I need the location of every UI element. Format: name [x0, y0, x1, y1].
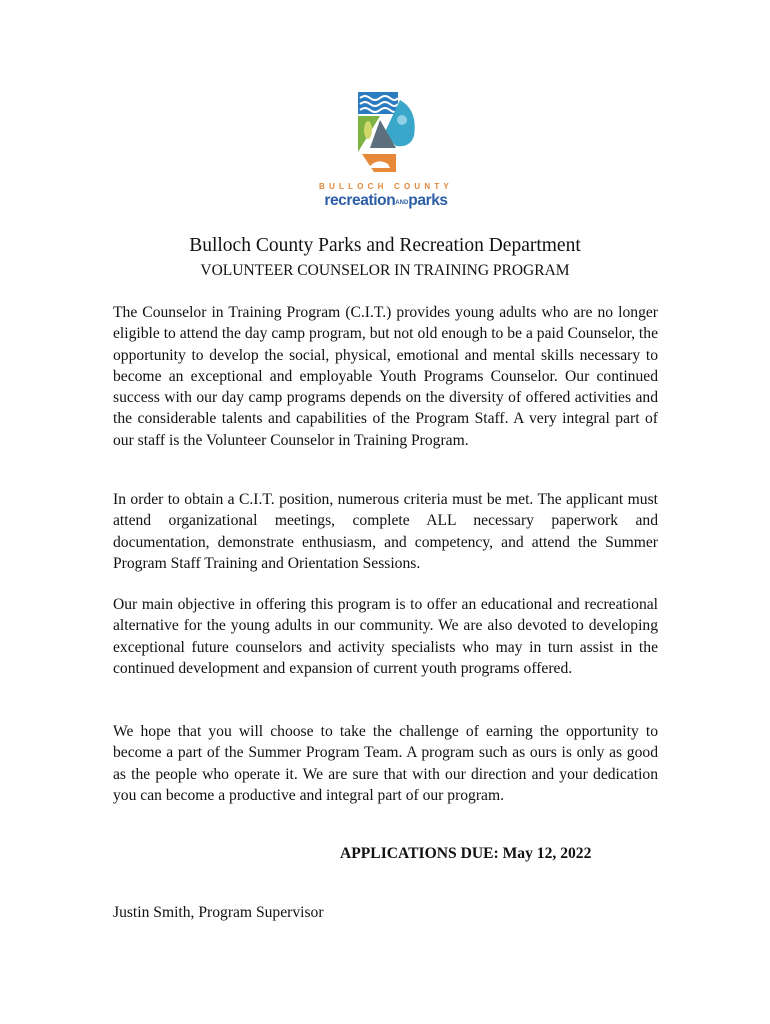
program-title: VOLUNTEER COUNSELOR IN TRAINING PROGRAM	[200, 262, 570, 279]
logo-wordmark	[306, 192, 466, 210]
logo-county-text: BULLOCH COUNTY	[319, 182, 453, 191]
paragraph-closing: We hope that you will choose to take the challenge of earning the opportunity to become a part of the Summer Program Team. A program such as ours is only as good as the people who operate it. We are sure that with our direction and your dedication you can become a productive and integral part of our program.	[113, 723, 658, 804]
logo-and-text: AND	[395, 200, 409, 206]
department-logo	[306, 90, 466, 214]
department-title: Bulloch County Parks and Recreation Department	[189, 235, 581, 256]
signature-line: Justin Smith, Program Supervisor	[113, 904, 324, 921]
paragraph-objective: Our main objective in offering this program is to offer an educational and recreational alternative for the young adults in our community. We are also devoted to developing exceptional future counselors and activity specialists who may in turn assist in the continued development and expansion of current youth programs offered.	[113, 596, 658, 677]
applications-deadline: APPLICATIONS DUE: May 12, 2022	[340, 845, 592, 862]
paragraph-intro: The Counselor in Training Program (C.I.T.) provides young adults who are no longer eligible to attend the day camp program, but not old enough to be a paid Counselor, the opportunity to develop the social, physical, emotional and mental skills necessary to become an exceptional and employable Youth Programs Counselor. Our continued success with our day camp programs depends on the diversity of offered activities and the considerable talents and capabilities of the Program Staff. A very integral part of our staff is the Volunteer Counselor in Training Program.	[113, 304, 658, 449]
logo-emblem-icon	[356, 90, 416, 174]
logo-recreation-text: recreation	[324, 192, 396, 209]
paragraph-criteria: In order to obtain a C.I.T. position, numerous criteria must be met. The applicant must attend organizational meetings, complete ALL necessary paperwork and documentation, demonstrate enthusiasm, and competency, and attend the Summer Program Staff Training and Orientation Sessions.	[113, 491, 658, 572]
logo-parks-text: parks	[408, 192, 448, 209]
